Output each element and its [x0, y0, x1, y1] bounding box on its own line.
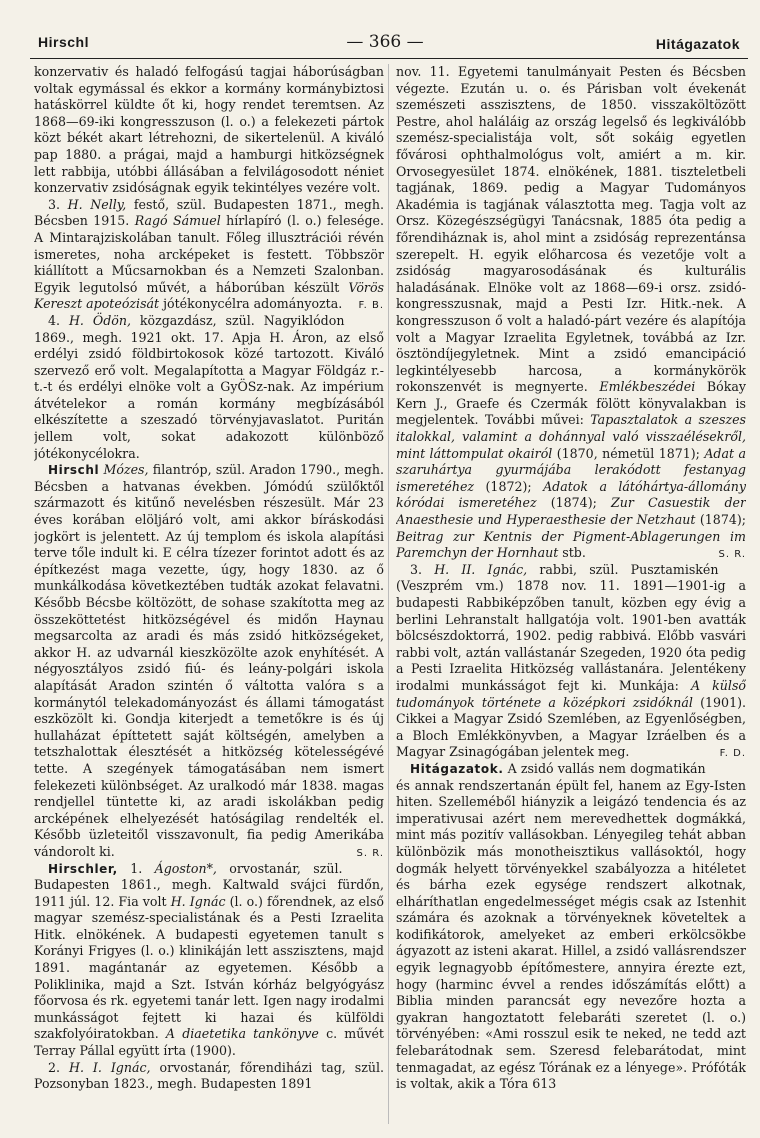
author-signature: F. D. [719, 748, 746, 760]
headword: Hirschl [48, 463, 100, 478]
running-header [30, 28, 742, 54]
headword: Hitágazatok. [410, 761, 504, 776]
entry-continuation: nov. 11. Egyetemi tanulmányait Pesten és Bécsben végezte. Ezután u. o. és Párisban volt évekenát szemészeti asszisztens, de 1850. visszaköltözött Pestre, ahol haláláig az ország legelső és legkiválóbb szemész-specialistája volt, sőt sokáig egyetlen fővárosi ophthalmológus volt, amiért a m. kir. Orvosegyesület 1874. elnökének, 1881. tiszteletbeli tagjának, 1869. pedig a Magyar Tudományos Akadémia is tagjának választotta meg. Tagja volt az Orsz. Közegészségügyi Tanácsnak, 1885 óta pedig a főrendiháznak is, ahol mint a zsidóság reprezentánsa szerepelt. H. egyik előharcosa és vezetője volt a zsidóság magyarosodásának és kulturális haladásának. Elnöke volt az 1868—69-i orsz. zsidó-kongresszusnak, majd a Pesti Izr. Hitk.-nek. A kongresszuson ő volt a haladó-párt vezére és alapítója volt a Magyar Izraelita Egyletnek, továbbá az Izr. ösztöndíjegyletnek. Mint a zsidó emancipáció legkintélyesebb harcosa, a kormánykörök rokonszenvét is megnyerte. Emlékbeszédei Bókay Kern J., Graefe és Czermák fölött könyvalakban is megjelentek. További művei: Tapasztalatok a szeszes italokkal, valamint a dohánnyal való visszaélésekről, mint láttompulat okairól (1870, németül 1871); Adat a szaruhártya gyurmájába lerakódott festanyag ismeretéhez (1872); Adatok a látóhártya-állomány kóródai ismeretéhez (1874); Zur Casuestik der Anaesthesie und Hyperaesthesie der Netzhaut (1874); Beitrag zur Kentnis der Pigment-Ablagerungen im Paremchyn der Hornhaut stb. S. R. [396, 64, 746, 562]
author-signature: F. B. [358, 300, 384, 312]
entry-hirschler-ignac: 2. H. I. Ignác, orvostanár, főrendiházi tag, szül. Pozsonyban 1823., megh. Budapesten 1891 [34, 1059, 384, 1092]
header-rule [30, 58, 748, 59]
headword: Hirschler, [48, 861, 118, 876]
left-column [34, 64, 384, 1130]
column-divider [388, 64, 389, 1124]
author-signature: S. R. [356, 847, 384, 859]
entry-ignac-rabbi: 3. H. II. Ignác, rabbi, szül. Pusztamiskén (Veszprém vm.) 1878 nov. 11. 1891—1901-ig a budapesti Rabbiképzőben tanult, közben egy évig a berlini Lehranstalt hallgatója volt. 1901-ben avatták bölcsészdoktorrá, 1902. pedig rabbivá. Előbb vasvári rabbi volt, aztán vallástanár Szegeden, 1920 óta pedig a Pesti Izraelita Hitközség vallástanára. Jelentékeny irodalmi munkásságot fejt ki. Munkája: A külső tudományok története a középkori zsidóknál (1901). Cikkei a Magyar Zsidó Szemlében, az Egyenlőségben, a Bloch Emlékkönyvben, a Magyar Izráelben és a Magyar Zsinagógában jelentek meg. F. D. [396, 562, 746, 761]
page-number: — 366 — [346, 32, 424, 52]
entry-nelly: 3. H. Nelly, festő, szül. Budapesten 1871., megh. Bécsben 1915. Ragó Sámuel hírlapíró (l. o.) felesége. A Mintarajziskolában tanult. Főleg illusztrációi révén ismeretes, noha arcképeket is festett. Többször kiállított a Műcsarnokban és a Nemzeti Szalonban. Egyik legutolsó művét, a háborúban készült Vörös Kereszt apoteózisát jótékonycélra adományozta. F. B. [34, 197, 384, 313]
entry-continuation: konzervativ és haladó felfogású tagjai háborúságban voltak egymással és ekkor a kormány kormánybiztosi hatáskörrel küldte őt ki, hogy rendet teremtsen. Az 1868—69-iki kongresszuson (l. o.) a felekezeti pártok közt békét akart létrehozni, de sikertelenül. A kiváló pap 1880. a prágai, majd a hamburgi hitközségnek lett rabbija, utóbbi állásában a felvilágosodott néniet konzervativ zsidóságnak egyik tekintélyes vezére volt. [34, 64, 384, 196]
header-right-keyword: Hitágazatok [655, 36, 740, 52]
entry-odon: 4. H. Ödön, közgazdász, szül. Nagyiklódon 1869., megh. 1921 okt. 17. Apja H. Áron, az első erdélyi zsidó földbirtokosok közé tartozott. Kiváló szervező erő volt. Megalapította a Magyar Földgáz r.-t.-t és erdélyi elnöke volt a GyÖSz-nak. Az impérium átvételekor a román kormány megbízásából elkészítette a szeszadó törvényjavaslatot. Puritán jellem volt, sokat adakozott különböző jótékonycélokra. [34, 312, 384, 461]
entry-hirschler: Hirschler, 1. Ágoston*, orvostanár, szül. Budapesten 1861., megh. Kaltwald svájci fürdőn, 1911 júl. 12. Fia volt H. Ignác (l. o.) főrendnek, az első magyar szemész-specialistának és a Pesti Izraelita Hitk. elnökének. A budapesti egyetemen tanult s Korányi Frigyes (l. o.) klinikáján lett asszisztens, majd 1891. magántanár az egyetemen. Később a Poliklinika, majd a Szt. István kórház belgyógyász főorvosa és rk. egyetemi tanár lett. Igen nagy irodalmi munkásságot fejtett ki hazai és külföldi szakfolyóiratokban. A diaetetika tankönyve c. művét Terray Pállal együtt írta (1900). [34, 860, 384, 1059]
entry-hitagazatok: Hitágazatok. A zsidó vallás nem dogmatikán és annak rendszertanán épült fel, hanem az Egy-Isten hiten. Szelleméből hiányzik a leigázó tendencia és az imperativusai azért nem merevedhettek dogmákká, mint más pozitív vallásokban. Lényegileg tehát abban különbözik más monotheisztikus vallásoktól, hogy dogmák helyett törvényekkel szabályozza a hitéletet és bárha ezek egysége rendszert alkotnak, elháríthatlan engedelmességet mégis csak az Istenhit számára és azoknak a törvényeknek követeltek a kodifikátorok, amelyeket az emberi erkölcsökbe ágyazott az isteni akarat. Hillel, a zsidó vallásrendszer egyik legnagyobb építőmestere, annyira érezte ezt, hogy (harminc évvel a rendes időszámítás előtt) a Biblia minden parancsát egy nevezőre hozta a gyakran hangoztatott felebaráti szeretet (l. o.) törvényében: «Ami rosszul esik te neked, ne tedd azt felebarátodnak sem. Szeresd felebarátodat, mint tenmagadat, az egész Tórának ez a lényege». Prófóták is voltak, akik a Tóra 613 [396, 760, 746, 1092]
header-left-keyword: Hirschl [38, 34, 89, 50]
author-signature: S. R. [718, 549, 746, 561]
right-column [396, 64, 746, 1130]
entry-hirschl-mozes: Hirschl Mózes, filantróp, szül. Aradon 1790., megh. Bécsben a hatvanas években. Jómódú szülőktől származott és kitűnő nevelésben részesült. Már 23 éves korában elöljáró volt, ami akkor bíráskodási jogkört is jelentett. Az új templom és iskola alapítási terve tőle indult ki. E célra tízezer forintot adott és az építkezést maga vezette, úgy, hogy 1830. az ő munkálkodása következtében tudták azokat felavatni. Később Bécsbe költözött, de sohase szakította meg az összeköttetést hitközségével és midőn Haynau megsarcolta az aradi és más zsidó hitközségeket, akkor H. az udvarnál kieszközölte azok enyhítését. A négyosztályos zsidó fiú- és leány-polgári iskola alapítását Aradon szintén ő váltotta valóra s a kormánytól telekadományozást és állami támogatást eszközölt ki. Gondja kiterjedt a temetőkre is és új hullaházat építtetett saját költségén, amelyben a tetszhalottak élesztését a hitközség kötelességévé tette. A szegények támogatásában nem ismert felekezeti különbséget. Az uralkodó már 1838. magas rendjellel tüntette ki, az aradi iskolákban pedig arcképének elhelyezését hatóságilag rendelték el. Később üzleteitől visszavonult, fia pedig Amerikába vándorolt ki. S. R. [34, 462, 384, 860]
